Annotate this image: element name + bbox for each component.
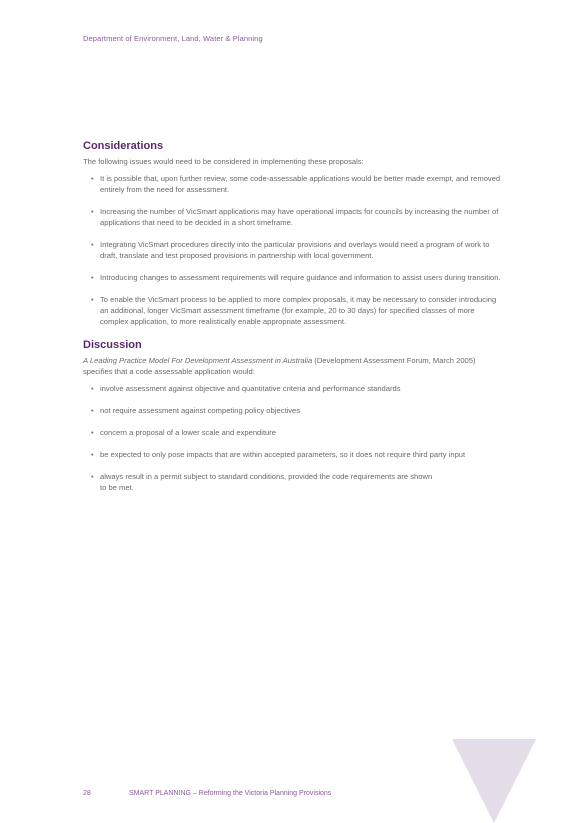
bullet-icon: • xyxy=(91,240,94,249)
page-content xyxy=(83,140,503,504)
bullet-icon: • xyxy=(91,406,94,415)
decorative-triangle xyxy=(452,739,536,823)
footer-title: SMART PLANNING – Reforming the Victoria Planning Provisions xyxy=(129,790,332,797)
list-item: • be expected to only pose impacts that are within accepted parameters, so it does not require third party input xyxy=(91,450,466,459)
bullet-icon: • xyxy=(91,295,94,304)
considerations-list xyxy=(83,173,503,327)
page-number: 28 xyxy=(83,790,91,797)
discussion-list xyxy=(83,383,503,493)
list-item: • To enable the VicSmart process to be applied to more complex proposals, it may be necessary to consider introducing an additional, longer VicSmart assessment timeframe (for example, 20 to 30 days) for specified classes of more complex application, to more realistically enable appropriate assessment. xyxy=(91,295,497,326)
considerations-heading: Considerations xyxy=(83,140,164,152)
publication-title: A Leading Practice Model For Development Assessment in Australia xyxy=(83,356,313,365)
bullet-icon: • xyxy=(91,273,94,282)
discussion-intro-text: (Development Assessment Forum, March 2005) specifies that a code assessable application would: xyxy=(83,356,476,376)
list-item: • Increasing the number of VicSmart applications may have operational impacts for councils by increasing the number of applications that need to be decided in a short timeframe. xyxy=(91,207,499,227)
list-item: • It is possible that, upon further review, some code-assessable applications would be better made exempt, and removed entirely from the need for assessment. xyxy=(91,174,501,194)
list-item: • concern a proposal of a lower scale and expenditure xyxy=(91,428,277,437)
bullet-icon: • xyxy=(91,174,94,183)
bullet-icon: • xyxy=(91,384,94,393)
discussion-heading: Discussion xyxy=(83,339,142,351)
triangle-shape xyxy=(452,739,536,823)
bullet-icon: • xyxy=(91,472,94,481)
list-item: • Integrating VicSmart procedures directly into the particular provisions and overlays would need a program of work to draft, translate and test proposed provisions in partnership with local government. xyxy=(91,240,490,260)
list-item: • not require assessment against competing policy objectives xyxy=(91,406,301,415)
list-item: • Introducing changes to assessment requirements will require guidance and information to assist users during transition. xyxy=(91,273,501,282)
discussion-intro xyxy=(83,355,503,377)
considerations-intro: The following issues would need to be considered in implementing these proposals: xyxy=(83,157,364,166)
list-item: • involve assessment against objective and quantitative criteria and performance standards xyxy=(91,384,401,393)
page-header: Department of Environment, Land, Water & Planning xyxy=(83,34,263,43)
bullet-icon: • xyxy=(91,207,94,216)
page-footer xyxy=(83,790,331,797)
bullet-icon: • xyxy=(91,450,94,459)
list-item: • always result in a permit subject to standard conditions, provided the code requirements are shown to be met. xyxy=(91,472,433,492)
bullet-icon: • xyxy=(91,428,94,437)
